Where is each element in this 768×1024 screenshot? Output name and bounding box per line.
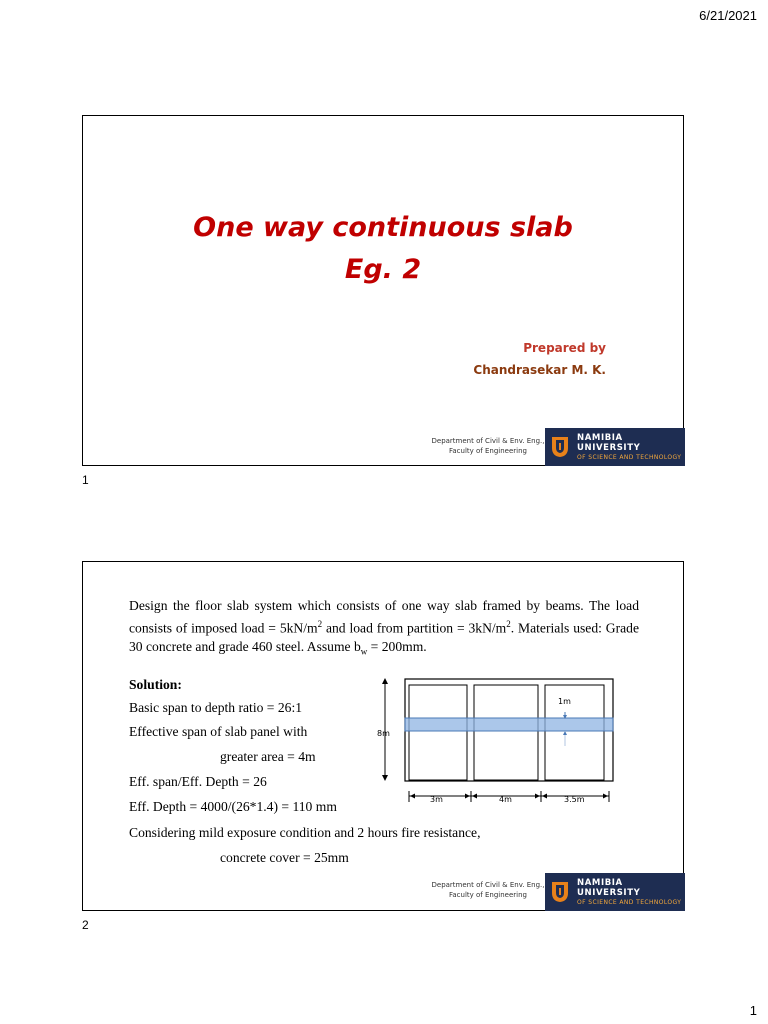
slide-2 <box>82 561 684 911</box>
statement-text: Design the floor slab system which consists of one way slab framed by beams. The load consists of imposed load = 5kN/m <box>129 598 639 636</box>
solution-line: Eff. Depth = 4000/(26*1.4) = 110 mm <box>129 799 337 814</box>
logo-text-line2: OF SCIENCE AND TECHNOLOGY <box>577 454 682 461</box>
unit-exponent: 2 <box>317 619 323 629</box>
solution-heading: Solution: <box>129 677 182 692</box>
arrow-up-icon <box>382 678 388 684</box>
solution-line: greater area = 4m <box>220 749 316 764</box>
slide-subtitle: Eg. 2 <box>344 254 422 285</box>
panel-3m <box>409 685 467 780</box>
university-shield-icon <box>551 436 569 458</box>
university-logo <box>545 873 685 911</box>
unit-exponent: 2 <box>506 619 511 629</box>
arrow-down-icon <box>382 775 388 781</box>
arrow-left-icon <box>542 794 547 799</box>
arrow-left-icon <box>472 794 477 799</box>
panel-4m <box>474 685 538 780</box>
span-label-1: 3m <box>430 795 443 804</box>
arrow-right-icon <box>465 794 470 799</box>
author-name: Chandrasekar M. K. <box>473 363 606 377</box>
slide-1 <box>82 115 684 466</box>
logo-text-line1: NAMIBIA UNIVERSITY <box>577 433 641 453</box>
arrow-right-icon <box>603 794 608 799</box>
page-date: 6/21/2021 <box>699 8 757 23</box>
arrow-right-icon <box>535 794 540 799</box>
span-label-3: 3.5m <box>564 795 585 804</box>
height-label: 8m <box>377 729 390 738</box>
span-label-2: 4m <box>499 795 512 804</box>
slide-number: 1 <box>82 473 89 487</box>
slide-title: One way continuous slab <box>193 212 573 243</box>
solution-line: Considering mild exposure condition and 2 hours fire resistance, <box>129 825 481 840</box>
slide-number: 2 <box>82 918 89 932</box>
solution-line: concrete cover = 25mm <box>220 850 349 865</box>
faculty-line: Faculty of Engineering <box>449 446 527 455</box>
university-logo <box>545 428 685 466</box>
one-metre-strip <box>405 718 613 731</box>
faculty-line: Faculty of Engineering <box>449 890 527 899</box>
department-line: Department of Civil & Env. Eng., <box>431 881 545 889</box>
arrow-up-icon <box>563 731 567 735</box>
slab-plan-diagram <box>373 674 623 814</box>
university-shield-icon <box>551 881 569 903</box>
statement-text: . Materials used: Grade 30 concrete and grade 460 steel. Assume b <box>129 620 639 654</box>
department-caption <box>413 881 563 901</box>
department-caption <box>413 437 563 457</box>
panel-3-5m <box>545 685 604 780</box>
solution-line: Effective span of slab panel with <box>129 724 308 739</box>
arrow-left-icon <box>410 794 415 799</box>
page-number: 1 <box>749 1003 757 1018</box>
solution-line: Eff. span/Eff. Depth = 26 <box>129 774 267 789</box>
department-line: Department of Civil & Env. Eng., <box>431 437 545 445</box>
strip-width-label: 1m <box>558 697 571 706</box>
statement-text: and load from partition = 3kN/m <box>322 620 507 636</box>
logo-text-line1: NAMIBIA UNIVERSITY <box>577 878 641 898</box>
solution-line: Basic span to depth ratio = 26:1 <box>129 700 303 715</box>
logo-text-line2: OF SCIENCE AND TECHNOLOGY <box>577 899 682 906</box>
prepared-by-label: Prepared by <box>523 341 606 355</box>
web-subscript: w <box>360 646 368 657</box>
problem-statement <box>129 597 639 660</box>
statement-text: = 200mm. <box>367 638 427 654</box>
